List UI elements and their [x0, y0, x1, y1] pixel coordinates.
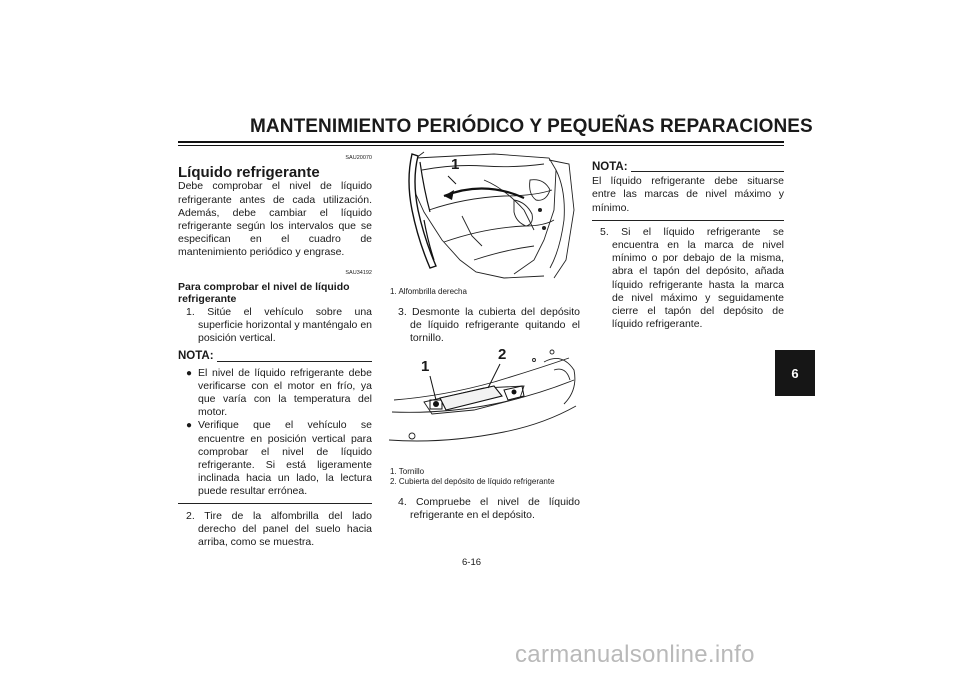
chapter-tab: 6 — [775, 350, 815, 396]
step-4: 4. Compruebe el nivel de líquido refrigerante en el depósito. — [398, 496, 580, 522]
nota-end-rule — [592, 220, 784, 221]
step-3: 3. Desmonte la cubierta del depósito de líquido refrigerante quitando el tornillo. — [398, 306, 580, 345]
middle-column-upper — [390, 287, 580, 346]
bullet-text: Verifique que el vehículo se encuentre en posición vertical para comprobar el nivel de líquido refrigerante. Si está ligeramente inclinada hacia un lado, la lectura puede resultar errónea. — [198, 419, 372, 498]
nota-label: NOTA: — [592, 161, 628, 173]
nota-text: El líquido refrigerante debe situarse entre las marcas de nivel máximo y mínimo. — [592, 175, 784, 214]
page-number: 6-16 — [462, 557, 482, 568]
section-code: SAU20070 — [345, 155, 372, 161]
nota-heading — [178, 350, 372, 363]
step-2: 2. Tire de la alfombrilla del lado derecho del panel del suelo hacia arriba, como se muestra. — [186, 509, 372, 549]
figure2-callout-1: 1 — [421, 358, 430, 375]
nota-bullet — [178, 419, 372, 498]
figure1-callout: 1 — [451, 156, 460, 173]
header-rule — [178, 141, 784, 143]
figure-floor-mat — [384, 150, 579, 280]
left-column — [178, 152, 372, 549]
middle-column-lower — [390, 467, 580, 522]
bullet-text: El nivel de líquido refrigerante debe verificarse con el motor en frío, ya que varía con la temperatura del motor. — [198, 366, 372, 419]
figure2-caption-2: 2. Cubierta del depósito de líquido refrigerante — [390, 477, 555, 486]
watermark: carmanualsonline.info — [515, 641, 755, 668]
figure-reservoir-cover — [384, 340, 579, 460]
figure1-caption: 1. Alfombrilla derecha — [390, 287, 467, 296]
nota-end-rule — [178, 503, 372, 504]
section-title: Líquido refrigerante — [178, 164, 320, 182]
figure2-callout-2: 2 — [498, 346, 507, 363]
bullet-icon: ● — [186, 420, 193, 432]
step-1: 1. Sitúe el vehículo sobre una superficie horizontal y manténgalo en posición vertical. — [186, 305, 372, 345]
nota-label: NOTA: — [178, 350, 214, 363]
floor-mat-illustration — [384, 150, 579, 280]
intro-paragraph: Debe comprobar el nivel de líquido refrigerante antes de cada utilización. Además, debe cambiar el líquido refrigerante según los intervalos que se especifican en el cuadro de mantenimiento periódico y engrase. — [178, 180, 372, 259]
figure2-caption-1: 1. Tornillo — [390, 467, 425, 476]
step-5: 5. Si el líquido refrigerante se encuentra en la marca de nivel mínimo o por debajo de la misma, abra el tapón del depósito, añada líquido refrigerante hasta la marca de nivel máximo y seguidamente cierre el tapón del depósito de líquido refrigerante. — [600, 225, 784, 331]
subsection-title: Para comprobar el nivel de líquido refrigerante — [178, 280, 350, 306]
header-rule-thin — [178, 145, 784, 146]
subsection-code: SAU34192 — [345, 269, 372, 276]
right-column — [592, 161, 784, 331]
nota-bullet — [178, 367, 372, 420]
nota-heading — [592, 161, 784, 174]
reservoir-cover-illustration — [384, 340, 579, 460]
bullet-icon: ● — [186, 367, 193, 379]
page-title: MANTENIMIENTO PERIÓDICO Y PEQUEÑAS REPARACIONES — [250, 116, 813, 137]
